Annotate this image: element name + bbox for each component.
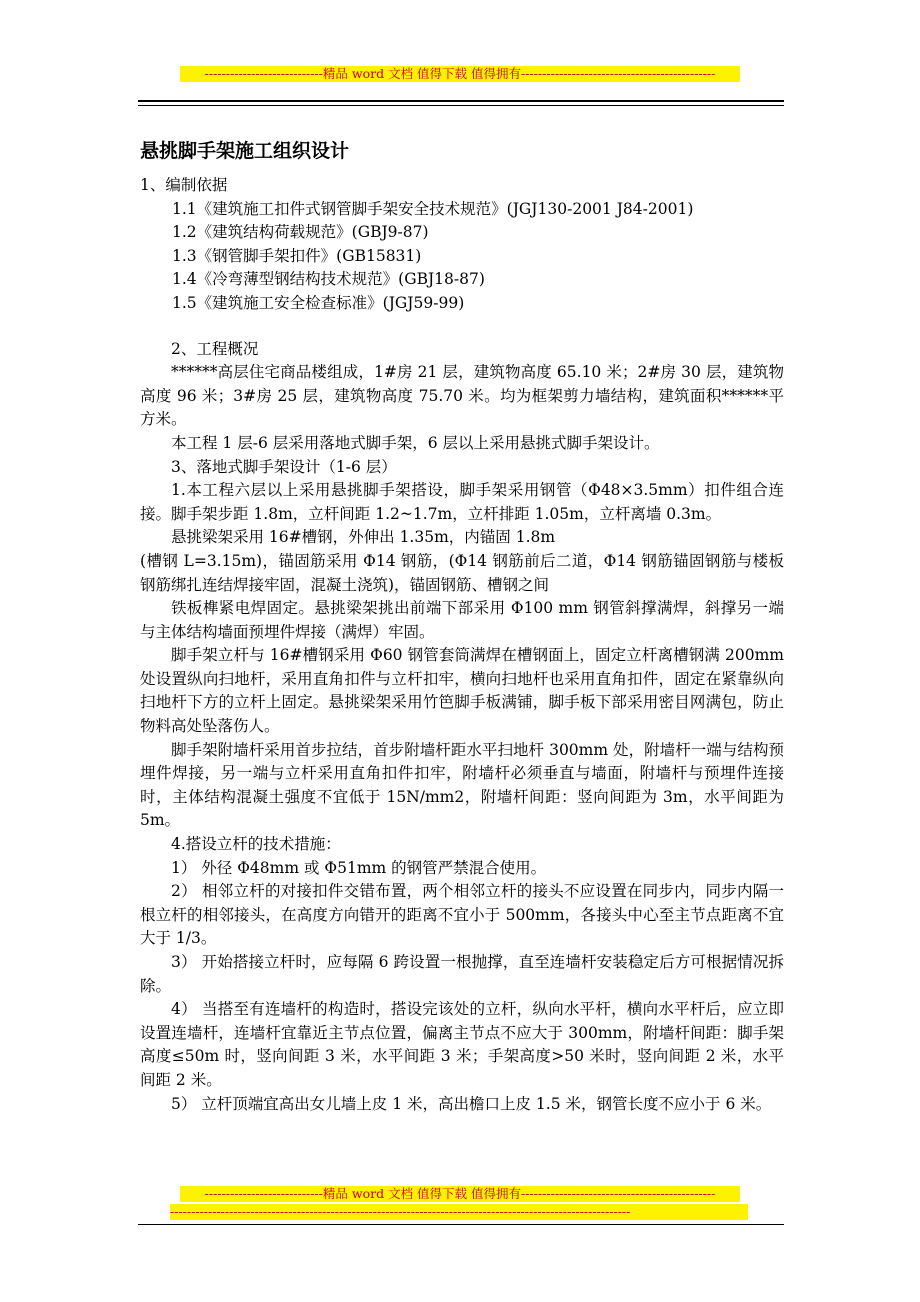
list-item: 4） 当搭至有连墙杆的构造时，搭设完该处的立杆，纵向水平杆，横向水平杆后，应立即设置连墙杆，连墙杆宜靠近主节点位置，偏离主节点不应大于 300mm，附墙杆间距：脚手架高度≤50m 时，竖向间距 3 米，水平间距 3 米；手架高度>50 米时，竖向间距 2 米，水平间距 2 米。	[140, 1000, 784, 1089]
document-body	[140, 138, 784, 1116]
section-heading: 2、工程概况	[171, 339, 259, 358]
header-banner: ----------------------------精品 word 文档 值得下载 值得拥有----------------------------------------------	[180, 66, 740, 82]
paragraph: 脚手架立杆与 16#槽钢采用 Φ60 钢管套筒满焊在槽钢面上，固定立杆离槽钢满 200mm 处设置纵向扫地杆，采用直角扣件与立杆扣牢，横向扫地杆也采用直角扣件，固定在紧靠纵向扫地杆下方的立杆上固定。悬挑梁架采用竹笆脚手板满铺，脚手板下部采用密目网满包，防止物料高处坠落伤人。	[140, 646, 784, 736]
footer-banner: ----------------------------精品 word 文档 值得下载 值得拥有----------------------------------------------	[180, 1186, 740, 1202]
footer-banner-dashes: -------------------------------------------------------------------------------------------------------------	[170, 1204, 748, 1220]
list-item: 1） 外径 Φ48mm 或 Φ51mm 的钢管严禁混合使用。	[171, 858, 547, 877]
reference-item: 1.3《钢管脚手架扣件》(GB15831)	[172, 246, 422, 265]
reference-item: 1.4《冷弯薄型钢结构技术规范》(GBJ18-87)	[172, 270, 485, 289]
footer-rule	[138, 1224, 784, 1225]
document-title: 悬挑脚手架施工组织设计	[140, 140, 350, 162]
list-item: 2） 相邻立杆的对接扣件交错布置，两个相邻立杆的接头不应设置在同步内，同步内隔一根立杆的相邻接头，在高度方向错开的距离不宜小于 500mm，各接头中心至主节点距离不宜大于 1/3。	[140, 882, 784, 948]
list-item: 3） 开始搭接立杆时，应每隔 6 跨设置一根抛撑，直至连墙杆安装稳定后方可根据情况拆除。	[140, 953, 784, 995]
paragraph: 铁板榫紧电焊固定。悬挑梁架挑出前端下部采用 Φ100 mm 钢管斜撑满焊，斜撑另一端与主体结构墙面预埋件焊接（满焊）牢固。	[140, 599, 784, 641]
paragraph: 脚手架附墙杆采用首步拉结，首步附墙杆距水平扫地杆 300mm 处，附墙杆一端与结构预埋件焊接，另一端与立杆采用直角扣件扣牢，附墙杆必须垂直与墙面，附墙杆与预埋件连接时，主体结构混凝土强度不宜低于 15N/mm2，附墙杆间距：竖向间距为 3m，水平间距为 5m。	[140, 740, 784, 830]
header-rule-thick	[138, 100, 784, 102]
paragraph: (槽钢 L=3.15m)，锚固筋采用 Φ14 钢筋，(Φ14 钢筋前后二道，Φ14 钢筋锚固钢筋与楼板钢筋绑扎连结焊接牢固，混凝土浇筑)，锚固钢筋、槽钢之间	[140, 551, 784, 594]
paragraph: 1.本工程六层以上采用悬挑脚手架搭设，脚手架采用钢管（Φ48×3.5mm）扣件组合连接。脚手架步距 1.8m，立杆间距 1.2~1.7m，立杆排距 1.05m，立杆离墙 0.3m。	[140, 481, 784, 523]
paragraph: ******高层住宅商品楼组成，1#房 21 层，建筑物高度 65.10 米；2#房 30 层，建筑物高度 96 米；3#房 25 层，建筑物高度 75.70 米。均为框架剪力墙结构，建筑面积******平方米。	[140, 363, 784, 429]
reference-item: 1.5《建筑施工安全检查标准》(JGJ59-99)	[172, 293, 465, 312]
header-rule-thin	[138, 105, 784, 106]
paragraph-gap	[140, 316, 784, 338]
section-heading: 4.搭设立杆的技术措施：	[171, 835, 341, 854]
list-item: 5） 立杆顶端宜高出女儿墙上皮 1 米，高出檐口上皮 1.5 米，钢管长度不应小于 6 米。	[171, 1094, 772, 1113]
reference-item: 1.1《建筑施工扣件式钢管脚手架安全技术规范》(JGJ130-2001 J84-2001)	[172, 199, 694, 218]
reference-item: 1.2《建筑结构荷载规范》(GBJ9-87)	[172, 223, 429, 242]
section-heading: 3、落地式脚手架设计（1-6 层）	[171, 457, 397, 476]
section-heading: 1、编制依据	[140, 176, 228, 194]
paragraph: 本工程 1 层-6 层采用落地式脚手架，6 层以上采用悬挑式脚手架设计。	[171, 433, 660, 452]
paragraph: 悬挑梁架采用 16#槽钢，外伸出 1.35m，内锚固 1.8m	[171, 528, 556, 547]
